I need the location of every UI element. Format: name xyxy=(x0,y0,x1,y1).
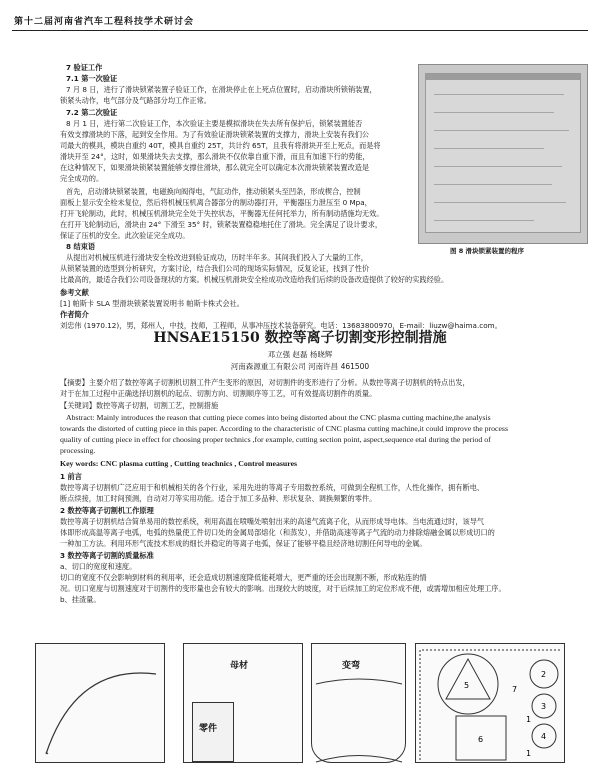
abstract-en-line4: processing. xyxy=(60,446,96,455)
heading-3: 3 数控等离子切割的质量标准 xyxy=(60,551,154,560)
running-head: 第十二届河南省汽车工程科技学术研讨会 xyxy=(14,17,195,27)
para-8-line1: 从提出对机械压机进行滑块安全栓改进到验证成功，历时半年多。其间我们投入了大量的工作， xyxy=(66,253,368,262)
para-72b-line4: 在打开飞轮制动后，滑块由 24° 下滑至 35° 时，锁紧装置稳稳地托住了滑块。完全满足了设计要求， xyxy=(60,220,383,229)
panel-line xyxy=(434,202,566,203)
num-7: 7 xyxy=(512,685,518,694)
panel-line xyxy=(434,148,544,149)
keywords-cn: 【关键词】数控等离子切割，切割工艺，控制措施 xyxy=(60,401,219,410)
para-72-line5: 在这种情况下，如果滑块锁紧装置能够支撑住滑块，那么就完全可以确定本次滑块锁紧装置改造是 xyxy=(60,163,370,172)
heading-2: 2 数控等离子切割机工作原理 xyxy=(60,506,154,515)
para-2-line1: 数控等离子切割机结合简单易用的数控系统，利用高温在喷嘴处喷射出来的高速气流离子化，从而形成导电体。当电流通过时，该导气 xyxy=(60,517,485,526)
abstract-cn-line1: 【摘要】主要介绍了数控等离子切割机切割工件产生变形的原因，对切割件的变形进行了分析。从数控等离子切割机的特点出发， xyxy=(60,378,470,387)
panel-line xyxy=(434,112,554,113)
para-8-line3: 比最高的，最适合我们公司设备现状的方案。机械压机滑块安全栓成功改造给我们后续的设备改造提供了较好的实践经验。 xyxy=(60,275,449,284)
diagram-bent xyxy=(311,643,406,763)
para-72-line6: 完全成功的。 xyxy=(60,174,104,183)
panel-titlebar xyxy=(426,74,580,80)
para-72b-line5: 保证了压机的安全。此次验证完全成功。 xyxy=(60,231,190,240)
figure-8-screenshot xyxy=(418,64,588,244)
para-72-line2: 有效支撑滑块的下落，起到安全作用。为了有效验证滑块锁紧装置的支撑力，滑块上安装有我们公 xyxy=(60,130,370,139)
cut-curve-svg xyxy=(36,644,166,764)
abstract-cn-line2: 对于在加工过程中正确选择切割机的起点、切割方向、切割顺序等工艺，可有效提高切割件的质量。 xyxy=(60,389,377,398)
panel-line xyxy=(434,130,569,131)
bend-curve-bottom xyxy=(316,756,402,763)
control-panel-image xyxy=(425,73,581,233)
article-affiliation: 河南森源重工有限公司 河南许昌 461500 xyxy=(230,362,370,371)
num-5: 5 xyxy=(464,681,470,690)
para-71-line2: 锁紧头动作，电气部分及气路部分均工作正常。 xyxy=(60,96,211,105)
heading-3b: b、挂渣量。 xyxy=(60,595,101,604)
abstract-en-line3: quality of cutting piece in effect for choosing proper technics ,for example, cutting section point, aspect,sequence etal during the period of xyxy=(60,435,491,444)
bend-curve xyxy=(316,679,402,684)
num-1a: 1 xyxy=(526,715,532,724)
num-4: 4 xyxy=(541,732,547,741)
author-info: 刘忠伟 (1970.12)，男，郑州人，中技，技师，工程师，从事冲压技术装备研究。电话：13683800970，E-mail：liuzw@haima.com。 xyxy=(60,321,502,330)
para-1-line2: 断点续接，加工时间预测，自动对刀等实用功能。适合于加工多品种、形状复杂、调换频繁的零件。 xyxy=(60,494,377,503)
figure-8-caption: 图 8 滑块锁紧装置的程序 xyxy=(450,247,525,255)
abstract-en-line2: towards the distorted of cutting piece in this paper. According to the characteristic of CNC plasma cutting machine,it could improve the process xyxy=(60,424,508,433)
num-2: 2 xyxy=(541,670,547,679)
heading-8: 8 结束语 xyxy=(66,242,96,251)
panel-line xyxy=(434,220,534,221)
label-bianxing: 变弯 xyxy=(342,661,361,671)
label-lingjian: 零件 xyxy=(199,724,218,734)
para-72b-line2: 面板上显示安全栓未复位，然后将机械压机离合器部分的制动器打开，平衡器压力泄压至 0 Mpa， xyxy=(60,198,372,207)
para-3a-line2: 况。切口宽度与切割速度对于切割件的变形量也会有较大的影响。出现较大的坡度，对于后续加工的定位形成不便，或需增加相应处理工序。 xyxy=(60,584,506,593)
para-8-line2: 从锁紧装置的选型到分析研究，方案讨论，结合我们公司的现场实际情况，反复论证，找到了性价 xyxy=(60,264,370,273)
para-2-line3: 一种加工方法。利用环形气流技术形成的细长并稳定的等离子电弧，保证了能够平稳且经济地切割任何导电的金属。 xyxy=(60,539,427,548)
para-72-line1: 8 月 1 日，进行第二次验证工作，本次验证主要是模拟滑块在失去所有保护后，锁紧装置能否 xyxy=(66,119,363,128)
heading-7-1: 7.1 第一次验证 xyxy=(66,74,118,83)
panel-line xyxy=(434,94,564,95)
sequence-svg xyxy=(416,644,566,764)
heading-1: 1 前言 xyxy=(60,472,82,481)
num-1b: 1 xyxy=(526,749,532,758)
para-2-line2: 体即形成高温等离子电弧，电弧的热量使工件切口处的金属局部熔化（和蒸发），并借助高速等离子气流的动力排除熔融金属以形成切口的 xyxy=(60,528,495,537)
para-3a-line1: 切口的宽度不仅会影响到材料的利用率，还会造成切割速度降低能耗增大，更严重的还会出现割不断，形成粘连的情 xyxy=(60,573,427,582)
heading-7: 7 验证工作 xyxy=(66,63,103,72)
abstract-en-line1: Abstract: Mainly introduces the reason that cutting piece comes into being distorted about the CNC plasma cutting machine,the analysis xyxy=(66,413,491,422)
heading-3a: a、切口的宽度和速度。 xyxy=(60,562,137,571)
label-muliao: 母材 xyxy=(230,661,249,671)
panel-line xyxy=(434,184,552,185)
num-6: 6 xyxy=(478,735,484,744)
diagram-sequence xyxy=(415,643,565,763)
reference-1: [1] 帕斯卡 SLA 型滑块锁紧装置说明书 帕斯卡株式会社。 xyxy=(60,299,244,308)
para-72b-line1: 首先，启动滑块锁紧装置，电磁换向阀得电，气缸动作，推动锁紧头至凹条，形成楔合，控制 xyxy=(66,187,361,196)
article-title: HNSAE15150 数控等离子切割变形控制措施 xyxy=(153,330,447,346)
diagram-base-material xyxy=(183,643,303,763)
para-71-line1: 7 月 8 日，进行了滑块锁紧装置子验证工作，在滑块停止在上死点位置时，启动滑块所锁销装置， xyxy=(66,85,377,94)
panel-line xyxy=(434,166,562,167)
header-rule xyxy=(12,30,588,31)
para-1-line1: 数控等离子切割机广泛应用于和机械相关的各个行业，采用先进的等离子专用数控系统，可做到全程机工作，人性化操作，拥有断电、 xyxy=(60,483,485,492)
triangle xyxy=(446,659,490,699)
cut-path xyxy=(46,673,156,754)
para-72-line4: 滑块开至 24°，这时，如果滑块失去支撑，那么滑块不仅依靠自重下滑，而且有加速下行的势能， xyxy=(60,152,370,161)
references-heading: 参考文献 xyxy=(60,288,89,297)
para-72b-line3: 打开飞轮制动，此时，机械压机滑块完全处于失控状态，平衡器无任何托举力，所有制动措施均无效。 xyxy=(60,209,384,218)
heading-7-2: 7.2 第二次验证 xyxy=(66,108,118,117)
para-72-line3: 司最大的模具，模块自重约 40T，模具自重约 25T，共计约 65T，且我有将滑块开至上死点，而是将 xyxy=(60,141,381,150)
article-authors: 邓立强 赵磊 杨晓辉 xyxy=(267,350,333,359)
bent-svg xyxy=(312,644,407,764)
figure-diagrams xyxy=(35,643,565,768)
part-rect xyxy=(192,702,234,762)
num-3: 3 xyxy=(541,702,547,711)
diagram-cut-curve xyxy=(35,643,165,763)
keywords-en: Key words: CNC plasma cutting , Cutting teachnics , Control measures xyxy=(60,459,298,468)
author-heading: 作者简介 xyxy=(60,310,89,319)
